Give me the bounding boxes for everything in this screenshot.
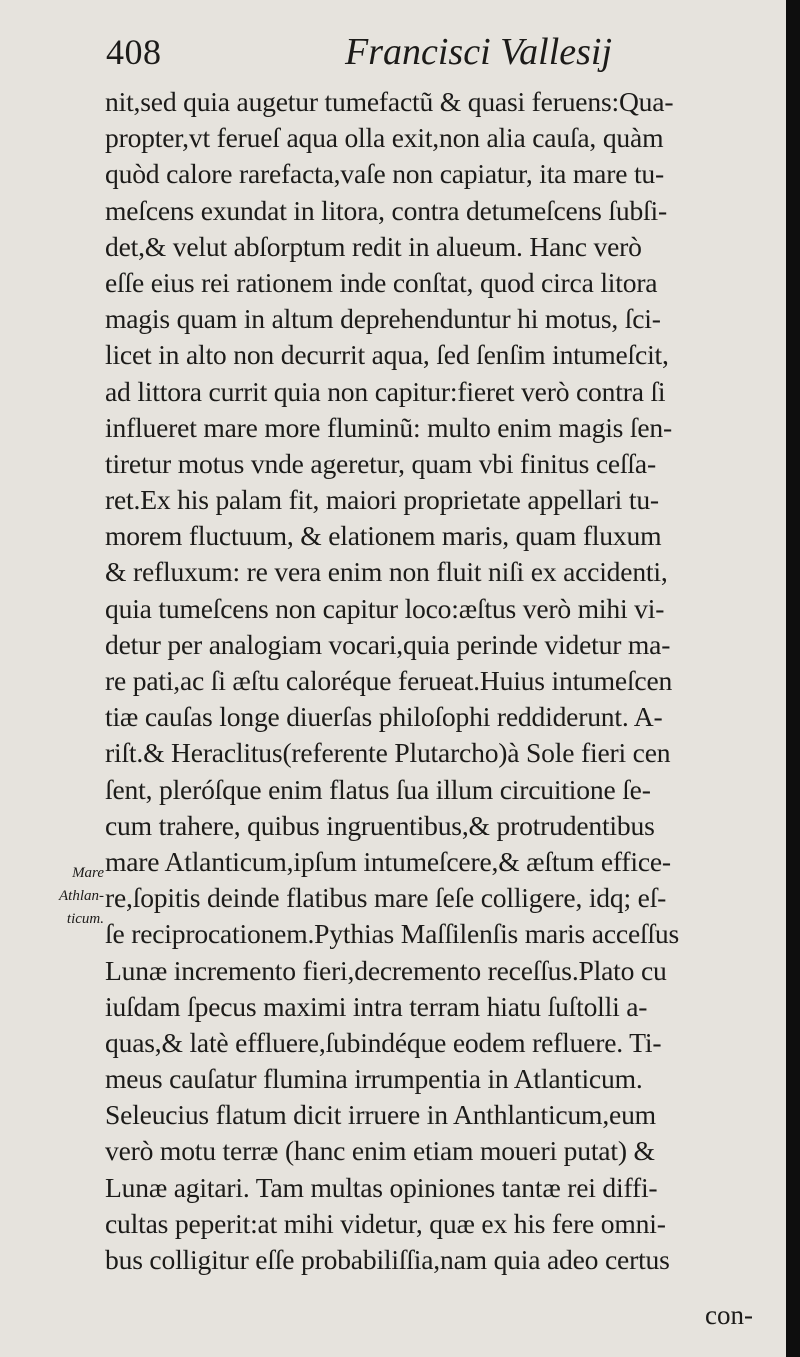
text-line: Seleucius flatum dicit irruere in Anthlanticum,eum	[105, 1099, 656, 1131]
text-line: detur per analogiam vocari,quia perinde videtur ma-	[105, 628, 671, 660]
text-line: Lunæ agitari. Tam multas opiniones tantæ rei diffi-	[105, 1171, 658, 1203]
text-line: quia tumeſcens non capitur loco:æſtus verò mihi vi-	[105, 592, 665, 624]
text-line: cultas peperit:at mihi videtur, quæ ex his fere omni-	[105, 1207, 666, 1239]
text-line: & refluxum: re vera enim non fluit niſi ex accidenti,	[105, 556, 668, 588]
margin-note-line: Athlan-	[59, 888, 104, 904]
page-edge-shadow	[786, 0, 800, 1357]
text-line: nit,sed quia augetur tumefactũ & quasi feruens:Qua-	[105, 86, 674, 117]
text-line: eſſe eius rei rationem inde conſtat, quod circa litora	[105, 266, 658, 298]
text-line: mare Atlanticum,ipſum intumeſcere,& æſtum effice-	[105, 845, 671, 877]
text-line: influeret mare more fluminũ: multo enim magis ſen-	[105, 411, 673, 443]
text-line: re pati,ac ſi æſtu caloréque ferueat.Huius intumeſcen	[105, 665, 673, 696]
text-line: Lunæ incremento fieri,decremento receſſus.Plato cu	[105, 954, 667, 986]
text-line: ſe reciprocationem.Pythias Maſſilenſis maris acceſſus	[105, 918, 680, 950]
text-line: ad littora currit quia non capitur:fieret verò contra ſi	[105, 375, 666, 407]
body-text	[105, 84, 765, 1278]
text-line: ret.Ex his palam fit, maiori proprietate appellari tu-	[105, 484, 659, 516]
text-line: meus cauſatur flumina irrumpentia in Atlanticum.	[105, 1063, 643, 1095]
text-line: quas,& latè effluere,ſubindéque eodem refluere. Ti-	[105, 1026, 662, 1058]
catchword: con-	[705, 1300, 753, 1330]
page-number: 408	[106, 32, 162, 72]
text-line: meſcens exundat in litora, contra detumeſcens ſubſi-	[105, 194, 667, 226]
running-title: Francisci Vallesij	[345, 31, 613, 73]
margin-note-line: Mare	[72, 865, 104, 881]
text-line: tiæ cauſas longe diuerſas philoſophi reddiderunt. A-	[105, 701, 663, 733]
text-line: det,& velut abſorptum redit in alueum. Hanc verò	[105, 230, 642, 262]
text-line: tiretur motus vnde ageretur, quam vbi finitus ceſſa-	[105, 447, 656, 479]
text-line: verò motu terræ (hanc enim etiam moueri putat) &	[105, 1135, 655, 1167]
text-line: licet in alto non decurrit aqua, ſed ſenſim intumeſcit,	[105, 339, 669, 371]
margin-note	[4, 862, 104, 931]
text-line: cum trahere, quibus ingruentibus,& protrudentibus	[105, 809, 655, 841]
text-line: propter,vt ferueſ aqua olla exit,non alia cauſa, quàm	[105, 122, 664, 154]
text-line: magis quam in altum deprehenduntur hi motus, ſci-	[105, 303, 661, 335]
text-line: quòd calore rarefacta,vaſe non capiatur, ita mare tu-	[105, 158, 665, 190]
margin-note-line: ticum.	[66, 911, 104, 927]
text-line: riſt.& Heraclitus(referente Plutarcho)à Sole fieri cen	[105, 737, 671, 769]
text-line: re,ſopitis deinde flatibus mare ſeſe colligere, idq; eſ-	[105, 882, 667, 914]
text-line: bus colligitur eſſe probabiliſſia,nam quia adeo certus	[105, 1244, 670, 1275]
text-line: iuſdam ſpecus maximi intra terram hiatu ſuſtolli a-	[105, 990, 648, 1022]
text-line: ſent, pleróſque enim flatus ſua illum circuitione ſe-	[105, 773, 651, 805]
text-line: morem fluctuum, & elationem maris, quam fluxum	[105, 520, 662, 552]
